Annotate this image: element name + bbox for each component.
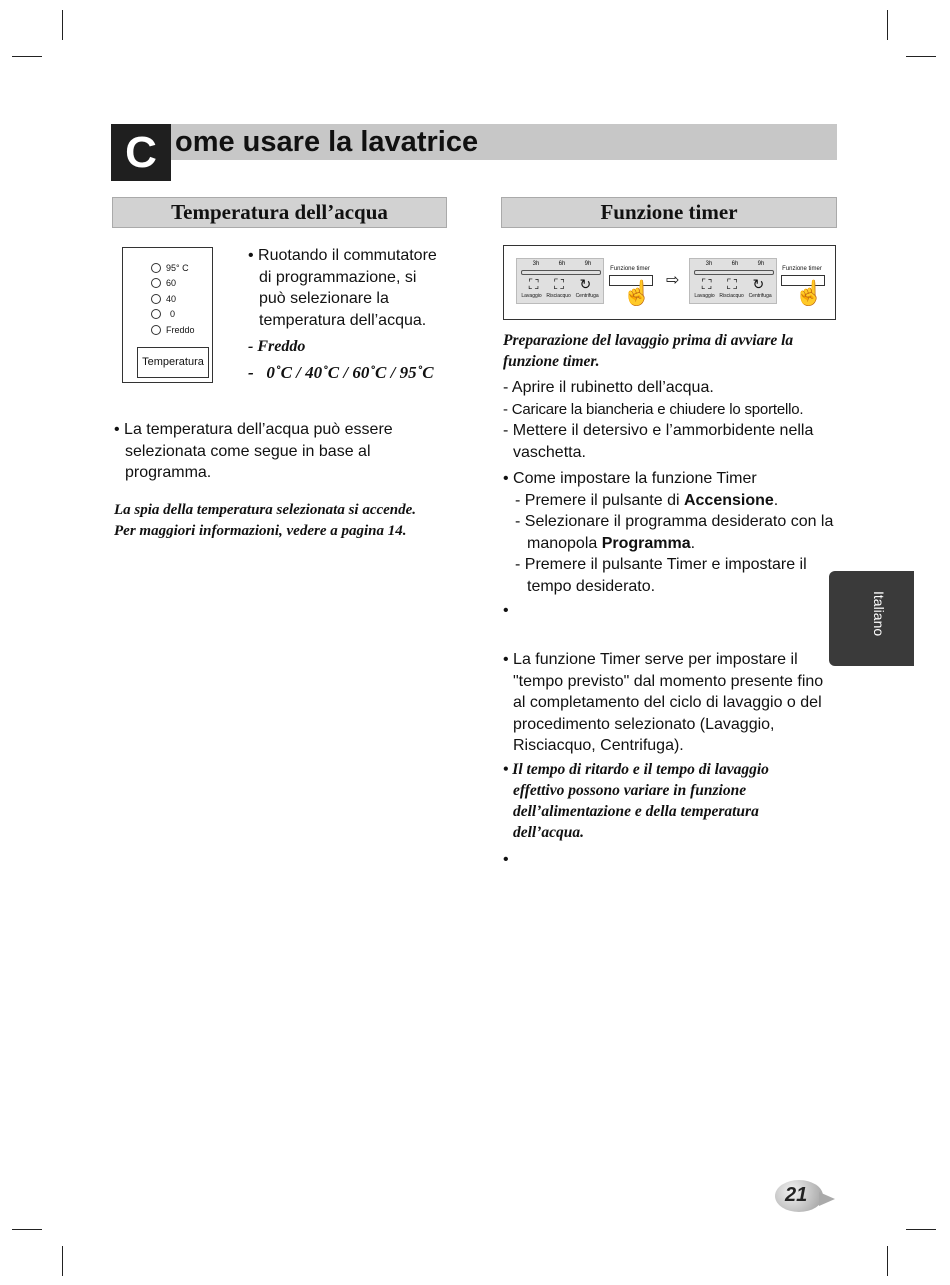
page-title: ome usare la lavatrice xyxy=(175,126,479,158)
spin-icon: ↻ xyxy=(579,276,592,292)
hours-row: 3h 6h 9h xyxy=(532,261,592,267)
title-initial: C xyxy=(111,124,171,181)
led-freddo: Freddo xyxy=(151,322,195,338)
section-heading-temperature: Temperatura dell’acqua xyxy=(112,197,447,228)
led-indicator-icon xyxy=(151,325,161,335)
spin-icon: ↻ xyxy=(752,276,765,292)
stage-labels: Lavaggio Risciacquo Centrifuga xyxy=(694,293,772,299)
prep-list: - Aprire il rubinetto dell’acqua. - Caricare la biancheria e chiudere lo sportello. - Mettere il detersivo e l’ammorbidente nella vaschetta. xyxy=(503,379,814,461)
temperature-bullet: • La temperatura dell’acqua può essere selezionata come segue in base al programma. xyxy=(114,421,393,481)
led-indicator-icon xyxy=(151,278,161,288)
language-tab: Italiano xyxy=(829,571,914,666)
shirt-icon: ⛶ xyxy=(727,276,737,292)
timer-display-after xyxy=(689,258,777,304)
page-number: 21 xyxy=(785,1184,808,1206)
stage-icons xyxy=(521,276,599,293)
crop-mark xyxy=(12,56,42,57)
hand-pointer-icon: ☝ xyxy=(622,280,652,307)
crop-mark xyxy=(906,56,936,57)
led-95: 95° C xyxy=(151,260,195,276)
empty-bullet: • xyxy=(503,602,509,619)
hand-pointer-icon: ☝ xyxy=(794,280,824,307)
led-indicator-icon xyxy=(151,309,161,319)
led-60: 60 xyxy=(151,276,195,292)
arrow-right-icon: ⇨ xyxy=(666,272,680,289)
option-freddo: - Freddo xyxy=(248,338,306,355)
prep-title: Preparazione del lavaggio prima di avviare la funzione timer. xyxy=(503,332,794,370)
led-list xyxy=(151,260,195,338)
crop-mark xyxy=(906,1229,936,1230)
shirt-icon: ⛶ xyxy=(554,276,564,292)
timer-description: • La funzione Timer serve per impostare il "tempo previsto" dal momento presente fino al completamento del ciclo di lavaggio o del procedimento selezionato (Lavaggio, Risciacquo, Centrifuga). xyxy=(503,651,824,754)
timer-figure xyxy=(503,245,836,320)
timer-note: • Il tempo di ritardo e il tempo di lavaggio effettivo possono variare in funzione dell’alimentazione e della temperatura dell’acqua. xyxy=(503,761,769,841)
progress-bar xyxy=(521,270,601,275)
shirt-icon: ⛶ xyxy=(701,276,712,292)
temperatura-button: Temperatura xyxy=(137,347,209,378)
temperature-intro: • Ruotando il commutatore di programmazione, si può selezionare la temperatura dell’acqua. xyxy=(248,247,437,329)
crop-mark xyxy=(62,1246,63,1276)
led-indicator-icon xyxy=(151,263,161,273)
led-0: 0 xyxy=(151,307,195,323)
page-number-badge xyxy=(775,1178,835,1214)
timer-button-label: Funzione timer xyxy=(610,266,650,272)
led-40: 40 xyxy=(151,291,195,307)
shirt-icon: ⛶ xyxy=(528,276,539,292)
temperature-note: La spia della temperatura selezionata si accende. Per maggiori informazioni, vedere a pagina 14. xyxy=(114,502,417,539)
hours-row: 3h 6h 9h xyxy=(705,261,765,267)
section-heading-timer: Funzione timer xyxy=(501,197,837,228)
led-indicator-icon xyxy=(151,294,161,304)
option-temperatures: - 0˚C / 40˚C / 60˚C / 95˚C xyxy=(248,363,434,382)
crop-mark xyxy=(887,10,888,40)
progress-bar xyxy=(694,270,774,275)
howto-step-2: - Selezionare il programma desiderato con la manopola Programma. xyxy=(515,513,834,552)
howto-step-3: - Premere il pulsante Timer e impostare il tempo desiderato. xyxy=(515,556,807,595)
crop-mark xyxy=(12,1229,42,1230)
empty-bullet-2: • xyxy=(503,851,509,868)
timer-button-label: Funzione timer xyxy=(782,266,822,272)
crop-mark xyxy=(887,1246,888,1276)
timer-howto: • Come impostare la funzione Timer - Premere il pulsante di Accensione. - Selezionare il programma desiderato con la manopola Programma. - Premere il pulsante Timer e impostare il tempo desiderato. xyxy=(503,468,841,597)
howto-step-1: - Premere il pulsante di Accensione. xyxy=(515,491,779,509)
timer-display-before xyxy=(516,258,604,304)
stage-icons xyxy=(694,276,772,293)
crop-mark xyxy=(62,10,63,40)
stage-labels: Lavaggio Risciacquo Centrifuga xyxy=(521,293,599,299)
